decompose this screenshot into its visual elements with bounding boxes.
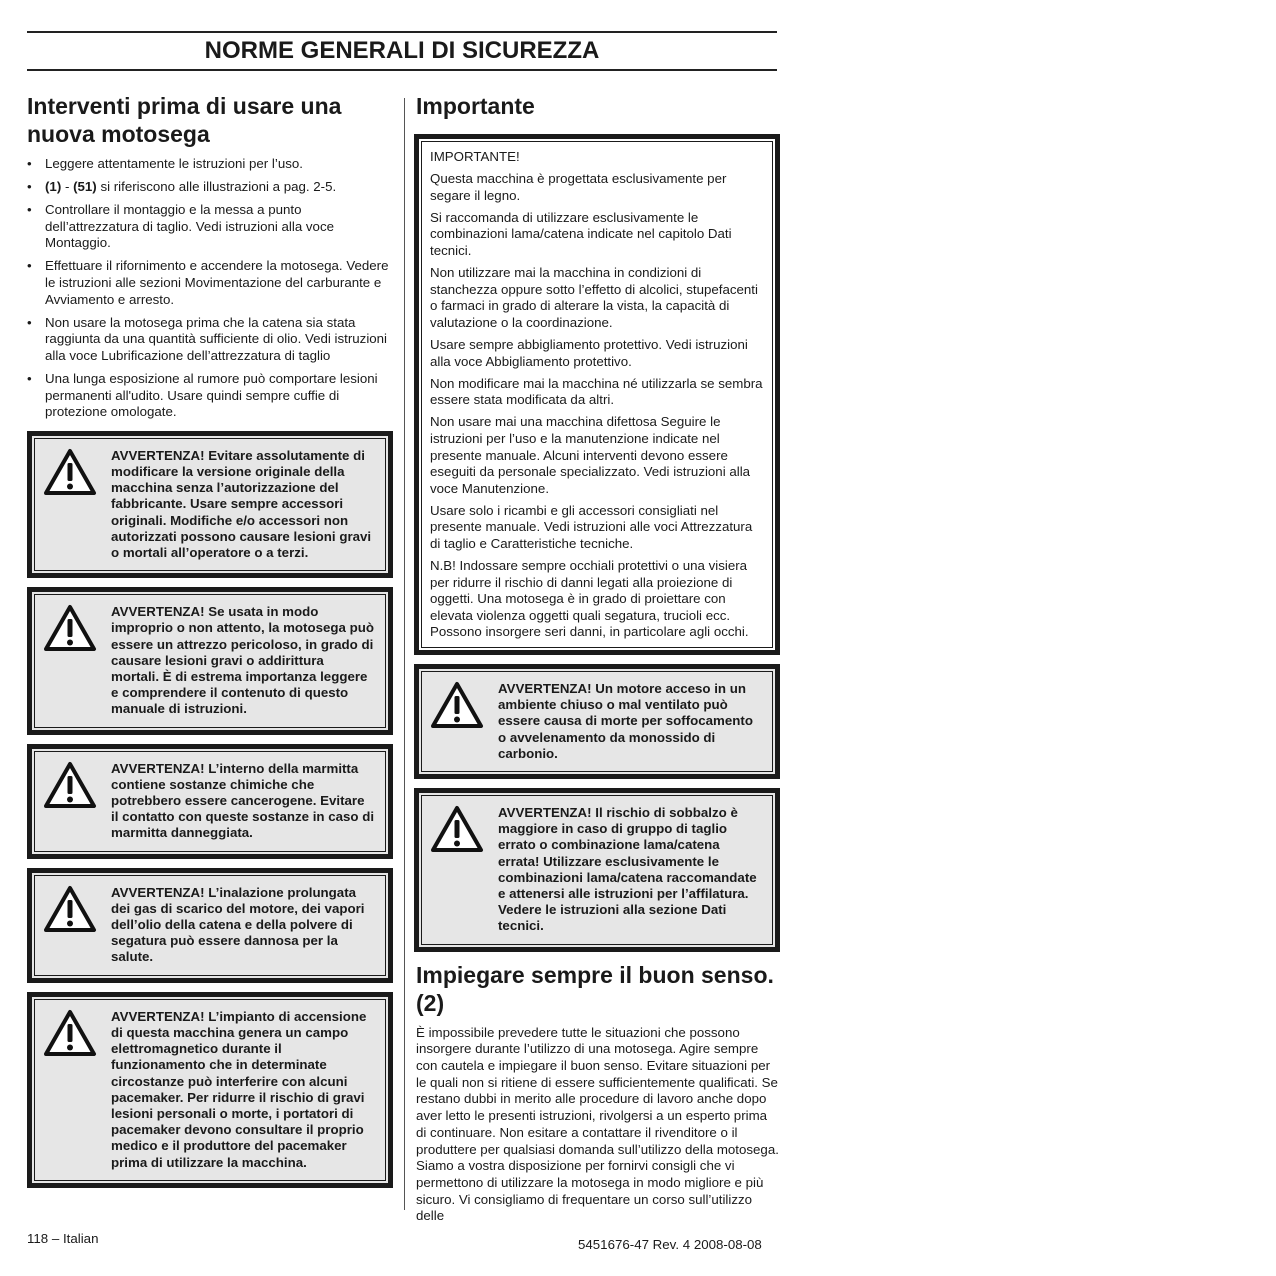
- section-title-common-sense: Impiegare sempre il buon senso. (2): [416, 961, 774, 1016]
- warning-box: [27, 868, 393, 983]
- warning-text: AVVERTENZA! Un motore acceso in un ambiente chiuso o mal ventilato può essere causa di morte per soffocamento o avvelenamento da monossido di carbonio.: [498, 681, 753, 761]
- warning-triangle-icon: [430, 681, 484, 729]
- column-divider: [404, 98, 405, 1210]
- important-paragraph: Non utilizzare mai la macchina in condizioni di stanchezza oppure sotto l’effetto di alcolici, stupefacenti o farmaci in grado di alterare la vista, la capacità di valutazione o la coordinazione.: [430, 265, 758, 330]
- warning-triangle-icon: [43, 448, 97, 496]
- important-paragraph: N.B! Indossare sempre occhiali protettivi o una visiera per ridurre il rischio di danni legati alla proiezione di oggetti. Una motosega è in grado di proiettare con elevata violenza oggetti quali segatura, trucioli ecc. Possono insorgere seri danni, in particolare agli occhi.: [430, 558, 749, 640]
- important-paragraph: IMPORTANTE!: [430, 149, 520, 164]
- important-paragraph: Usare sempre abbigliamento protettivo. Vedi istruzioni alla voce Abbigliamento protettivo.: [430, 336, 748, 369]
- list-item: • Non usare la motosega prima che la catena sia stata raggiunta da una quantità sufficiente di olio. Vedi istruzioni alla voce Lubrificazione dell’attrezzatura di taglio: [27, 315, 393, 365]
- warning-box: [27, 744, 393, 859]
- right-column: [414, 92, 780, 1225]
- important-paragraph: Usare solo i ricambi e gli accessori consigliati nel presente manuale. Vedi istruzioni alle voci Attrezzatura di taglio e Caratteristiche tecniche.: [430, 502, 753, 551]
- warning-triangle-icon: [43, 1009, 97, 1057]
- list-item: • Controllare il montaggio e la messa a punto dell’attrezzatura di taglio. Vedi istruzioni alla voce Montaggio.: [27, 202, 393, 252]
- important-paragraph: Si raccomanda di utilizzare esclusivamente le combinazioni lama/catena indicate nel capitolo Dati tecnici.: [430, 209, 732, 258]
- warning-triangle-icon: [430, 805, 484, 853]
- bullet-list: [27, 156, 393, 421]
- warning-text: AVVERTENZA! L’impianto di accensione di questa macchina genera un campo elettromagnetico durante il funzionamento che in determinate circostanze può interferire con alcuni pacemaker. Per ridurre il rischio di gravi lesioni personali o morte, i portatori di pacemaker devono consultare il proprio medico e il produttore del pacemaker prima di utilizzare la macchina.: [111, 1008, 367, 1170]
- common-sense-paragraph: È impossibile prevedere tutte le situazioni che possono insorgere durante l’utilizzo di una motosega. Agire sempre con cautela e impiegare il buon senso. Evitare situazioni per le quali non si ritiene di essere sufficientemente qualificati. Se restano dubbi in merito alle procedure di lavoro anche dopo aver letto le presenti istruzioni, rivolgersi a un esperto prima di continuare. Non esitare a contattare il rivenditore o il produttere per qualsiasi domanda sull’utilizzo della motosega. Siamo a vostra disposizione per fornirvi consigli che vi permettono di utilizzare la motosega in modo migliore e più sicuro. Vi consigliamo di frequentare un corso sull’utilizzo delle: [416, 1024, 779, 1224]
- warning-text: AVVERTENZA! Evitare assolutamente di modificare la versione originale della macchina senza l’autorizzazione del fabbricante. Usare sempre accessori originali. Modifiche e/o accessori non autorizzati possono causare lesioni gravi o mortali all’operatore o a terzi.: [111, 447, 372, 561]
- warning-box: [27, 992, 393, 1188]
- warning-box: [27, 587, 393, 734]
- warning-text: AVVERTENZA! Il rischio di sobbalzo è maggiore in caso di gruppo di taglio errato o combinazione lama/catena errata! Utilizzare esclusivamente le combinazioni lama/catena raccomandate e attenersi alle istruzioni per l’affilatura. Vedere le istruzioni alla sezione Dati tecnici.: [498, 805, 757, 934]
- page-header: [27, 31, 777, 71]
- warning-text: AVVERTENZA! L’interno della marmitta contiene sostanze chimiche che potrebbero essere cancerogene. Evitare il contatto con queste sostanze in caso di marmitta danneggiata.: [111, 760, 375, 841]
- list-item: • Effettuare il rifornimento e accendere la motosega. Vedere le istruzioni alle sezioni Movimentazione del carburante e Avviamento e arresto.: [27, 258, 393, 308]
- important-notice-box: [414, 134, 780, 655]
- warning-triangle-icon: [43, 885, 97, 933]
- list-item: • Leggere attentamente le istruzioni per l’uso.: [27, 156, 393, 173]
- page-title: NORME GENERALI DI SICUREZZA: [204, 37, 600, 64]
- warning-box: [27, 431, 393, 578]
- warning-triangle-icon: [43, 604, 97, 652]
- section-title-before-use: Interventi prima di usare una nuova motosega: [27, 93, 342, 147]
- warning-text: AVVERTENZA! L’inalazione prolungata dei gas di scarico del motore, dei vapori dell’olio della catena e della polvere di segatura può essere dannosa per la salute.: [111, 884, 365, 965]
- section-title-important: Importante: [416, 93, 535, 119]
- warning-text: AVVERTENZA! Se usata in modo improprio o non attento, la motosega può essere un attrezzo pericoloso, in grado di causare lesioni gravi o addirittura mortali. È di estrema importanza leggere e comprendere il contenuto di questo manuale di istruzioni.: [111, 604, 374, 717]
- page-number: 118 – Italian: [27, 1231, 99, 1246]
- list-item: • Una lunga esposizione al rumore può comportare lesioni permanenti all'udito. Usare quindi sempre cuffie di protezione omologate.: [27, 371, 393, 421]
- important-paragraph: Questa macchina è progettata esclusivamente per segare il legno.: [430, 171, 727, 203]
- warning-box: [414, 788, 780, 952]
- warning-triangle-icon: [43, 761, 97, 809]
- document-revision: 5451676-47 Rev. 4 2008-08-08: [578, 1237, 762, 1252]
- left-column: [27, 92, 393, 1188]
- warning-box: [414, 664, 780, 779]
- list-item: • (1) - (51) si riferiscono alle illustrazioni a pag. 2-5.: [27, 179, 393, 196]
- important-paragraph: Non usare mai una macchina difettosa Seguire le istruzioni per l’uso e la manutenzione indicate nel presente manuale. Alcuni interventi devono essere eseguiti da personale specializzato. Vedi istruzioni alla voce Manutenzione.: [430, 414, 751, 496]
- important-paragraph: Non modificare mai la macchina né utilizzarla se sembra essere stata modificata da altri.: [430, 375, 763, 408]
